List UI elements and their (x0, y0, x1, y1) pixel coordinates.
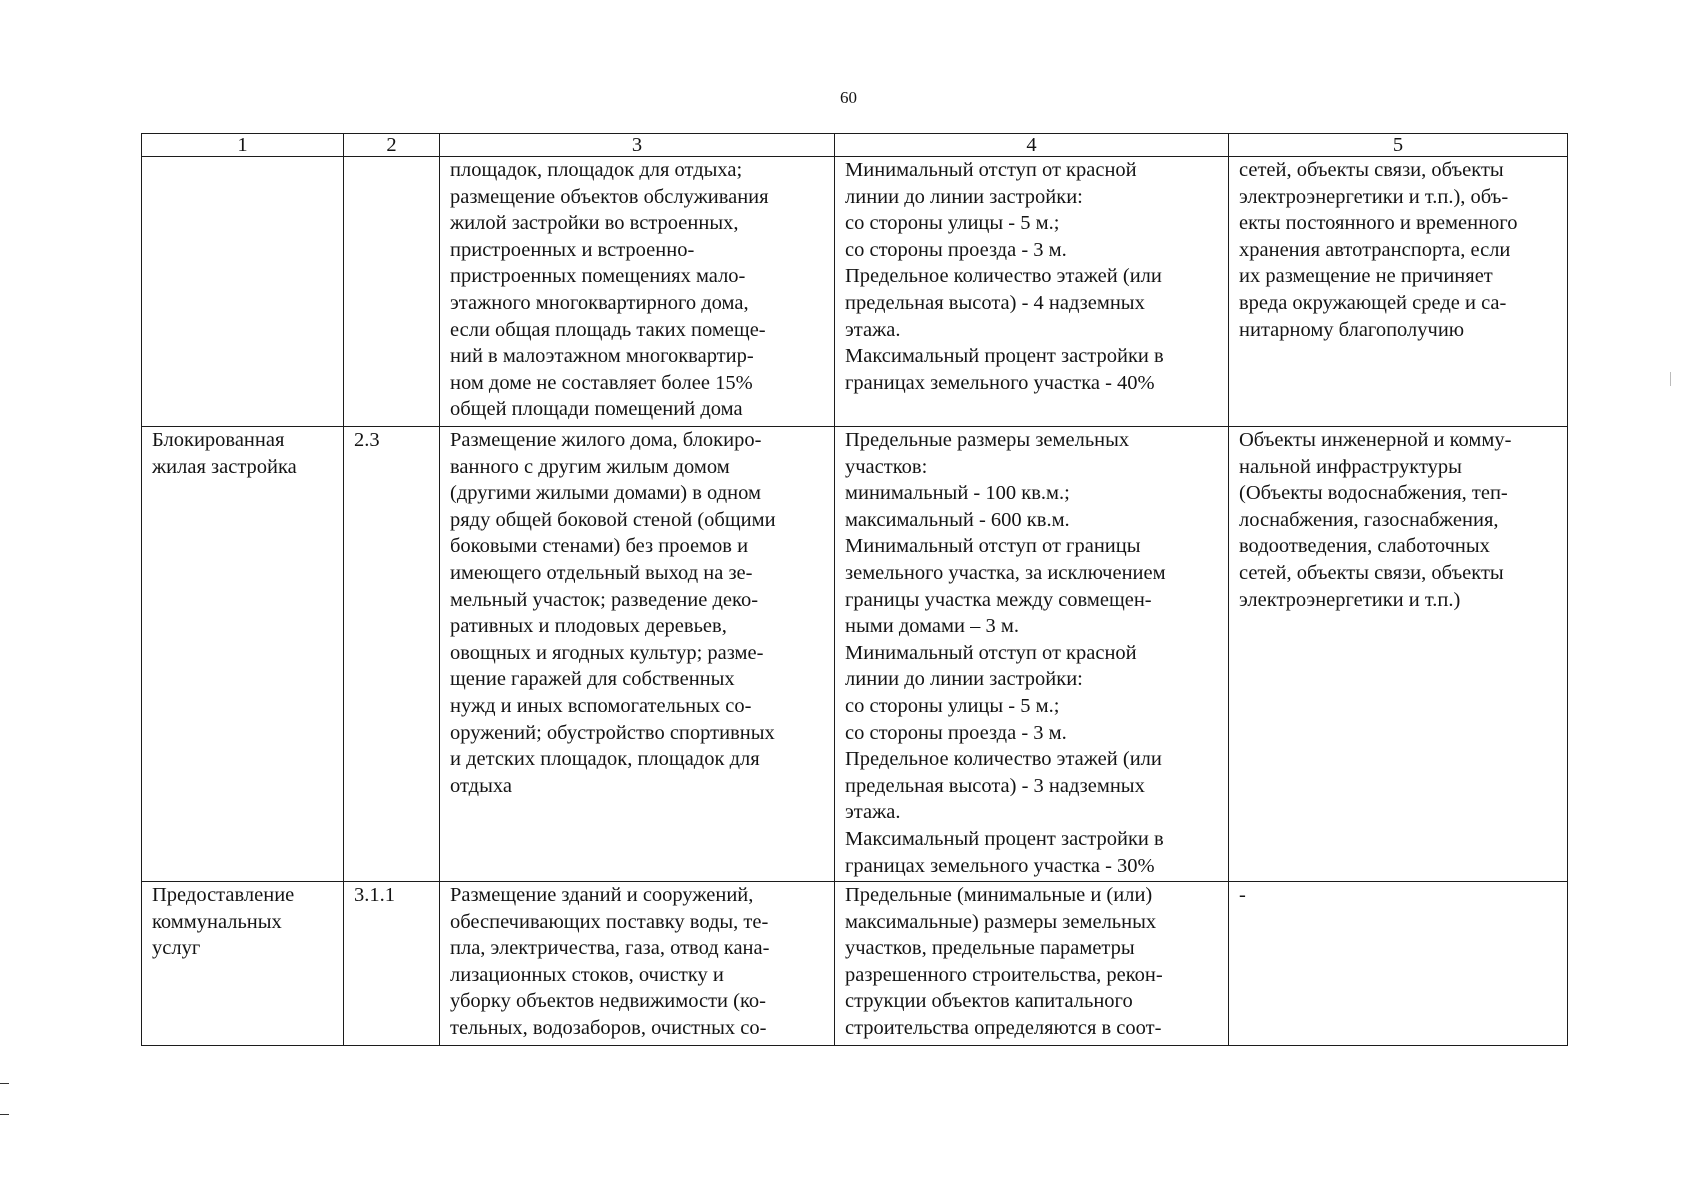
cell-text-line: со стороны проезда - 3 м. (845, 238, 1067, 261)
cell-text-line: земельного участка, за исключением (845, 561, 1166, 584)
cell-limit-parameters (835, 157, 1229, 427)
cell-text-line: щение гаражей для собственных (450, 668, 735, 691)
cell-text-line: этажа. (845, 801, 901, 824)
cell-text-line: общей площади помещений дома (450, 398, 743, 421)
cell-text-line: ний в малоэтажном многоквартир- (450, 345, 754, 368)
cell-text-line: лизационных стоков, очистку и (450, 963, 724, 986)
cell-text-line: ванного с другим жилым домом (450, 455, 730, 478)
cell-use-code (344, 157, 440, 427)
cell-limit-parameters (835, 427, 1229, 882)
cell-land-use-name (142, 882, 344, 1046)
cell-text-line: боковыми стенами) без проемов и (450, 535, 749, 558)
cell-auxiliary-uses (1229, 882, 1568, 1046)
margin-tick-mark (0, 1083, 9, 1084)
cell-use-description (440, 157, 835, 427)
cell-text-line: хранения автотранспорта, если (1239, 238, 1511, 261)
cell-text-line: мельный участок; разведение деко- (450, 588, 759, 611)
cell-text-line: Минимальный отступ от красной (845, 159, 1137, 181)
cell-text-line: оружений; обустройство спортивных (450, 721, 775, 744)
cell-text-line: жилой застройки во встроенных, (450, 212, 739, 235)
cell-text-line: уборку объектов недвижимости (ко- (450, 990, 766, 1013)
cell-text-line: со стороны улицы - 5 м.; (845, 212, 1060, 235)
cell-text-line: и детских площадок, площадок для (450, 748, 760, 771)
header-col-2: 2 (344, 134, 440, 157)
page-number: 60 (840, 88, 857, 107)
cell-text-line: имеющего отдельный выход на зе- (450, 561, 753, 584)
cell-text-line: Размещение зданий и сооружений, (450, 884, 754, 906)
cell-land-use-name (142, 157, 344, 427)
cell-text-line: 2.3 (354, 429, 380, 451)
cell-text-line: Максимальный процент застройки в (845, 345, 1164, 368)
cell-use-description (440, 427, 835, 882)
cell-text-line: разрешенного строительства, рекон- (845, 963, 1163, 986)
cell-text-line: их размещение не причиняет (1239, 265, 1493, 288)
header-col-5: 5 (1229, 134, 1568, 157)
cell-auxiliary-uses (1229, 157, 1568, 427)
cell-text-line: Минимальный отступ от красной (845, 641, 1137, 664)
cell-text-line: сетей, объекты связи, объекты (1239, 561, 1504, 584)
cell-text-line: вреда окружающей среде и са- (1239, 291, 1507, 314)
cell-text-line: - (1239, 884, 1246, 906)
header-col-3: 3 (440, 134, 835, 157)
cell-text-line: строительства определяются в соот- (845, 1016, 1162, 1039)
cell-text-line: этажного многоквартирного дома, (450, 291, 749, 314)
cell-text-line: ративных и плодовых деревьев, (450, 615, 727, 638)
cell-use-code (344, 427, 440, 882)
cell-text-line: 3.1.1 (354, 884, 395, 906)
cell-text-line: нальной инфраструктуры (1239, 455, 1462, 478)
cell-text-line: ными домами – 3 м. (845, 615, 1019, 638)
cell-text-line: со стороны улицы - 5 м.; (845, 694, 1060, 717)
cell-text-line: водоотведения, слаботочных (1239, 535, 1490, 558)
cell-text-line: (Объекты водоснабжения, теп- (1239, 482, 1508, 505)
cell-text-line: линии до линии застройки: (845, 668, 1083, 691)
header-row (142, 134, 1568, 157)
cell-text-line: участков: (845, 455, 928, 478)
cell-text-line: предельная высота) - 4 надземных (845, 291, 1145, 314)
cell-text-line: Предельные размеры земельных (845, 429, 1130, 451)
cell-text-line: если общая площадь таких помеще- (450, 318, 766, 341)
cell-text-line: Размещение жилого дома, блокиро- (450, 429, 762, 451)
cell-text-line: размещение объектов обслуживания (450, 185, 769, 208)
cell-text-line: обеспечивающих поставку воды, те- (450, 910, 769, 933)
cell-text-line: жилая застройка (152, 455, 297, 478)
cell-text-line: электроэнергетики и т.п.) (1239, 588, 1461, 611)
cell-use-description (440, 882, 835, 1046)
cell-auxiliary-uses (1229, 427, 1568, 882)
cell-text-line: (другими жилыми домами) в одном (450, 482, 761, 505)
cell-text-line: Предельное количество этажей (или (845, 265, 1162, 288)
scan-artifact (1670, 372, 1671, 386)
cell-text-line: Объекты инженерной и комму- (1239, 429, 1512, 451)
cell-text-line: Предоставление (152, 884, 295, 906)
cell-text-line: пристроенных и встроенно- (450, 238, 695, 261)
cell-text-line: нитарному благополучию (1239, 318, 1465, 341)
cell-text-line: пристроенных помещениях мало- (450, 265, 746, 288)
header-col-1: 1 (142, 134, 344, 157)
cell-text-line: Максимальный процент застройки в (845, 827, 1164, 850)
cell-text-line: коммунальных (152, 910, 282, 933)
cell-text-line: границах земельного участка - 40% (845, 371, 1155, 394)
cell-text-line: пла, электричества, газа, отвод кана- (450, 937, 770, 960)
zoning-table (141, 133, 1568, 1046)
cell-text-line: максимальный - 600 кв.м. (845, 508, 1070, 531)
cell-text-line: отдыха (450, 774, 512, 797)
cell-text-line: максимальные) размеры земельных (845, 910, 1157, 933)
cell-text-line: Минимальный отступ от границы (845, 535, 1141, 558)
cell-text-line: Предельные (минимальные и (или) (845, 884, 1153, 906)
cell-text-line: нужд и иных вспомогательных со- (450, 694, 752, 717)
cell-text-line: со стороны проезда - 3 м. (845, 721, 1067, 744)
cell-text-line: ном доме не составляет более 15% (450, 371, 753, 394)
table-row (142, 427, 1568, 882)
cell-text-line: тельных, водозаборов, очистных со- (450, 1016, 767, 1039)
cell-text-line: струкции объектов капитального (845, 990, 1133, 1013)
cell-land-use-name (142, 427, 344, 882)
cell-text-line: минимальный - 100 кв.м.; (845, 482, 1070, 505)
cell-text-line: сетей, объекты связи, объекты (1239, 159, 1504, 181)
cell-text-line: участков, предельные параметры (845, 937, 1135, 960)
header-col-4: 4 (835, 134, 1229, 157)
cell-text-line: площадок, площадок для отдыха; (450, 159, 743, 181)
cell-text-line: овощных и ягодных культур; разме- (450, 641, 764, 664)
cell-use-code (344, 882, 440, 1046)
cell-text-line: Предельное количество этажей (или (845, 748, 1162, 771)
cell-text-line: ряду общей боковой стеной (общими (450, 508, 776, 531)
table-row (142, 157, 1568, 427)
table-row (142, 882, 1568, 1046)
cell-text-line: предельная высота) - 3 надземных (845, 774, 1145, 797)
cell-text-line: этажа. (845, 318, 901, 341)
cell-text-line: линии до линии застройки: (845, 185, 1083, 208)
cell-text-line: екты постоянного и временного (1239, 212, 1518, 235)
cell-text-line: границах земельного участка - 30% (845, 854, 1155, 877)
cell-text-line: границы участка между совмещен- (845, 588, 1152, 611)
margin-tick-mark (0, 1114, 9, 1115)
cell-text-line: электроэнергетики и т.п.), объ- (1239, 185, 1509, 208)
cell-text-line: лоснабжения, газоснабжения, (1239, 508, 1499, 531)
cell-limit-parameters (835, 882, 1229, 1046)
cell-text-line: Блокированная (152, 429, 285, 451)
cell-text-line: услуг (152, 937, 201, 960)
